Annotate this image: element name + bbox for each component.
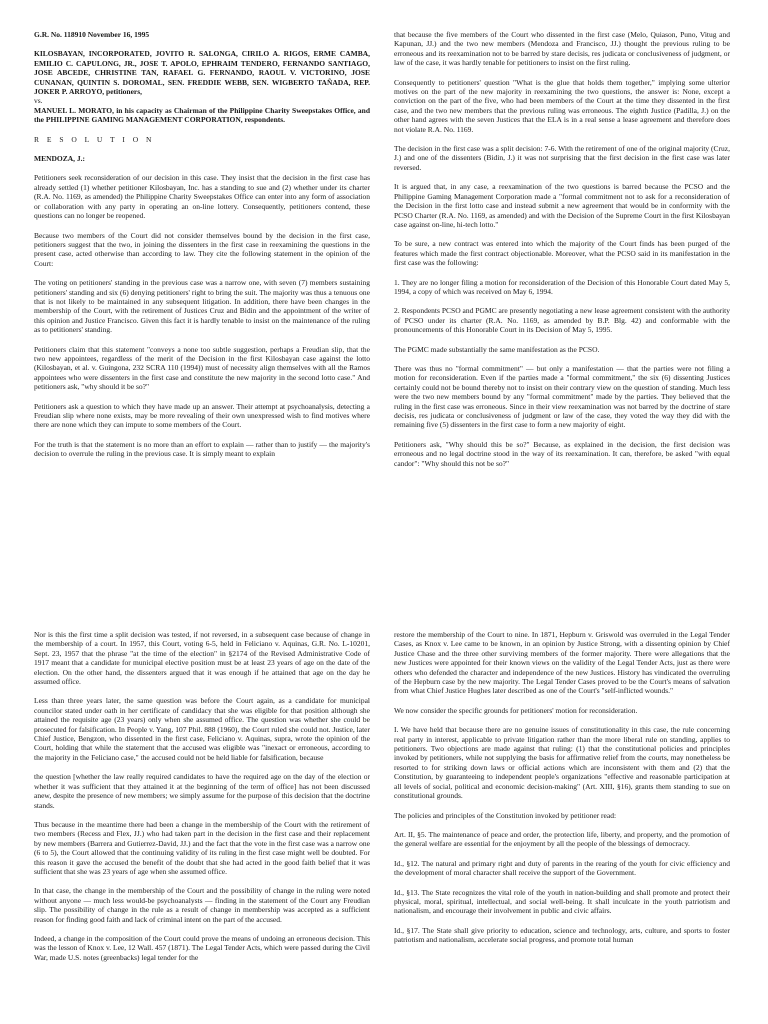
top-right-column — [394, 30, 730, 478]
quoted-paragraph: Id., §13. The State recognizes the vital role of the youth in nation-building and shall promote and protect their physical, moral, spiritual, intellectual, and social well-being. It shall inculcate in the youth patriotism and nationalism, and encourage their involvement in public and civic affairs. — [394, 887, 730, 916]
bottom-right-column — [394, 630, 730, 955]
quoted-paragraph: Id., §12. The natural and primary right and duty of parents in the rearing of the youth for civic efficiency and the development of moral character shall receive the support of the Government. — [394, 858, 730, 878]
paragraph: The PGMC made substantially the same manifestation as the PCSO. — [394, 344, 600, 354]
paragraph: Because two members of the Court did not consider themselves bound by the decision in the first case, petitioners suggest that the two, in joining the dissenters in the first case in reexamining the questions in the present case, acted otherwise than according to law. They cite the following statement in the opinion of the Court: — [34, 230, 370, 268]
paragraph: We now consider the specific grounds for petitioners' motion for reconsideration. — [394, 705, 638, 715]
respondents-block: MANUEL L. MORATO, in his capacity as Chairman of the Philippine Charity Sweepstakes Office, and the PHILIPPINE GAMING MANAGEMENT CORPORATION, respondents. — [34, 105, 370, 125]
quoted-paragraph: Art. II, §5. The maintenance of peace and order, the protection life, liberty, and property, and the promotion of the general welfare are essential for the enjoyment by all the people of the blessings of democracy. — [394, 829, 730, 849]
paragraph: The policies and principles of the Constitution invoked by petitioner read: — [394, 810, 617, 820]
paragraph: Petitioners claim that this statement "conveys a none too subtle suggestion, perhaps a Freudian slip, that the two new appointees, regardless of the merit of the Decision in the first Kilosbayan case against the lotto (Kilosbayan, et al. v. Guingona, 232 SCRA 110 (1994)) must of necessity align themselves with all the Ramos appointees who were dissenters in the first case and constitute the new majority in the second lotto case." And petitioners ask, "why should it be so?" — [34, 344, 370, 392]
quoted-paragraph: 2. Respondents PCSO and PGMC are presently negotiating a new lease agreement consistent with the authority of PCSO under its charter (R.A. No. 1169, as amended by B.P. Blg. 42) and conformable with the pronouncements of this Honorable Court in its Decision of May 5, 1995. — [394, 306, 730, 335]
paragraph: Less than three years later, the same question was before the Court again, as a candidate for municipal councilor stated under oath in her certificate of candidacy that she was eligible for that position although she attained the requisite age (23 years) only when she assumed office. The question was whether she could be prosecuted for falsification. In People v. Yang, 107 Phil. 888 (1960), the Court ruled she could not. Justice, later Chief Justice, Bengzon, who dissented in the first case, Feliciano v. Aquinas, supra, wrote the opinion of the Court, holding that while the statement that the accused was eligible was "inexact or erroneous, according to the majority in the Feliciano case," the accused could not be held liable for falsification, because — [34, 696, 370, 762]
quoted-paragraph: the question [whether the law really required candidates to have the required age on the day of the election or whether it was sufficient that they attained it at the beginning of the term of office] has not been discussed anew, despite the presence of new members; we simply assume for the purpose of this decision that the doctrine stands. — [34, 772, 370, 810]
paragraph: restore the membership of the Court to nine. In 1871, Hepburn v. Griswold was overruled in the Legal Tender Cases, as Knox v. Lee came to be known, in an opinion by Justice Strong, with a dissenting opinion by Chief Justice Chase and the three other surviving members of the former majority. There were allegations that the new Justices were appointed for their known views on the validity of the Legal Tender Acts, just as there were others who defended the character and independence of the new Justices. History has vindicated the overruling of the Hepburn case by the new majority. The Legal Tender Cases proved to be the Court's means of salvation from what Chief Justice Hughes later described as one of the Court's "self-inflicted wounds." — [394, 630, 730, 696]
paragraph: To be sure, a new contract was entered into which the majority of the Court finds has been purged of the features which made the first contract objectionable. Moreover, what the PCSO said in its manifestation in the first case was the following: — [394, 239, 730, 268]
quoted-paragraph: The voting on petitioners' standing in the previous case was a narrow one, with seven (7) members sustaining petitioners' standing and six (6) denying petitioners' right to bring the suit. The majority was thus a tenuous one that is not likely to be maintained in any subsequent litigation. In addition, there have been changes in the membership of the Court, with the retirement of Justices Cruz and Bidin and the appointment of the writer of this opinion and Justice Francisco. Given this fact it is hardly tenable to insist on the maintenance of the ruling as to petitioners' standing. — [34, 278, 370, 335]
quoted-paragraph: Id., §17. The State shall give priority to education, science and technology, arts, culture, and sports to foster patriotism and nationalism, accelerate social progress, and promote total human — [394, 925, 730, 945]
paragraph: Petitioners seek reconsideration of our decision in this case. They insist that the decision in the first case has already settled (1) whether petitioner Kilosbayan, Inc. has a standing to sue and (2) whether under its charter (R.A. No. 1169, as amended) the Philippine Charity Sweepstakes Office can enter into any form of association or collaboration with any party in operating an on-line lottery. Consequently, petitioners contend, these questions can no longer be reopened. — [34, 173, 370, 221]
paragraph: It is argued that, in any case, a reexamination of the two questions is barred because the PCSO and the Philippine Gaming Management Corporation made a "formal commitment not to ask for a reconsideration of the Decision in the first lotto case and instead submit a new agreement that would be in conformity with the PCSO Charter (R.A. No. 1169, as amended) and with the Decision of the Supreme Court in the first Kilosbayan case against on-line, hi-tech lotto." — [394, 182, 730, 229]
bottom-left-column — [34, 630, 370, 972]
versus-label: vs. — [34, 96, 43, 106]
paragraph: For the truth is that the statement is no more than an effort to explain — rather than to justify — the majority's decision to overrule the ruling in the previous case. It is simply meant to explain — [34, 439, 370, 459]
paragraph: Petitioners ask a question to which they have made up an answer. Their attempt at psychoanalysis, detecting a Freudian slip where none exists, may be more revealing of their own unexpressed wish to find motives where there are none which they can impute to some members of the Court. — [34, 401, 370, 430]
paragraph: Indeed, a change in the composition of the Court could prove the means of undoing an erroneous decision. This was the lesson of Knox v. Lee, 12 Wall. 457 (1871). The Legal Tender Acts, which were passed during the Civil War, made U.S. notes (greenbacks) legal tender for the — [34, 933, 370, 962]
case-number: G.R. No. 118910 November 16, 1995 — [34, 30, 150, 39]
paragraph: The decision in the first case was a split decision: 7-6. With the retirement of one of the original majority (Cruz, J.) and one of the dissenters (Bidin, J.) it was not surprising that the first decision in the first case was later reversed. — [394, 144, 730, 172]
paragraph: Thus because in the meantime there had been a change in the membership of the Court with the retirement of two members (Recess and Flex, JJ.) who had taken part in the decision in the first case and their replacement by new members (Barrera and Gutierrez-David, JJ.) and the fact that the vote in the first case was a narrow one (6 to 5), the Court allowed that the continuing validity of its ruling in the first case might well be doubted. For this reason it gave the accused the benefit of the doubt that she had acted in the good faith belief that it was sufficient that she was 23 years of age when she assumed office. — [34, 819, 370, 876]
paragraph: There was thus no "formal commitment" — but only a manifestation — that the parties were not filing a motion for reconsideration. Even if the parties made a "formal commitment," the six (6) dissenting Justices certainly could not be bound thereby not to insist on their contrary view on the question of standing. Much less were the two new members bound by any "formal commitment" made by the parties. They believed that the ruling in the first case was erroneous. Since in their view reexamination was not barred by the doctrine of stare decisis, res judicata or conclusiveness of judgment or law of the case, they voted the way they did with the remaining five (5) dissenters in the first case to form a new majority of eight. — [394, 363, 730, 430]
paragraph: In that case, the change in the membership of the Court and the possibility of change in the ruling were noted without anyone — much less would-be psychoanalysts — finding in the statement of the Court any Freudian slip. The possibility of change in the rule as a result of change in membership was accepted as a sufficient reason for finding good faith and lack of criminal intent on the part of the accused. — [34, 886, 370, 924]
document-page-bottom — [0, 620, 768, 1024]
page-separator — [0, 596, 768, 620]
paragraph: that because the five members of the Court who dissented in the first case (Melo, Quiason, Puno, Vitug and Kapunan, JJ.) and the two new members (Mendoza and Francisco, JJ.) thought the previous ruling to be erroneous and its reexamination not to be barred by stare decisis, res judicata or conclusiveness of judgment, or law of the case, it was hardly tenable for petitioners to insist on the first ruling. — [394, 30, 730, 68]
top-left-column — [34, 30, 370, 469]
quoted-paragraph: 1. They are no longer filing a motion for reconsideration of the Decision of this Honorable Court dated May 5, 1994, a copy of which was received on May 6, 1994. — [394, 277, 730, 296]
resolution-heading: R E S O L U T I O N — [34, 134, 155, 144]
petitioners-block: KILOSBAYAN, INCORPORATED, JOVITO R. SALONGA, CIRILO A. RIGOS, ERME CAMBA, EMILIO C. CAPULONG, JR., JOSE T. APOLO, EPHRAIM TENDERO, FERNANDO SANTIAGO, JOSE ABCEDE, CHRISTINE TAN, RAFAEL G. FERNANDO, RAOUL V. VICTORINO, JOSE CUNANAN, QUINTIN S. DOROMAL, SEN. FREDDIE WEBB, SEN. WIGBERTO TAÑADA, REP. JOKER P. ARROYO, petitioners, — [34, 49, 370, 97]
paragraph: Petitioners ask, "Why should this be so?" Because, as explained in the decision, the first decision was erroneous and no legal doctrine stood in the way of its reexamination. It can, therefore, be asked "with equal candor": "Why should this not be so?" — [394, 439, 730, 468]
paragraph: Consequently to petitioners' question "What is the glue that holds them together," implying some ulterior motives on the part of the new majority in reexamining the two questions, the answer is: None, except a conviction on the part of the five, who had been members of the Court at the time they dissented in the first case, and the two new members that the previous ruling was erroneous. The eighth Justice (Padilla, J.) on the other hand agrees with the seven Justices that the ELA is in a real sense a lease agreement and therefore does not violate R.A. No. 1169. — [394, 77, 730, 134]
ponente: MENDOZA, J.: — [34, 154, 86, 164]
paragraph: Nor is this the first time a split decision was tested, if not reversed, in a subsequent case because of change in the membership of a court. In 1957, this Court, voting 6-5, held in Feliciano v. Aquinas, G.R. No. L-10201, Sept. 23, 1957 that the phrase "at the time of the election" in §2174 of the Revised Administrative Code of 1917 meant that a candidate for municipal elective position must be at least 23 years of age on the date of the election. On the other hand, the dissenters argued that it was enough if he attained that age on the day he assumed office. — [34, 630, 370, 687]
paragraph: I. We have held that because there are no genuine issues of constitutionality in this case, the rule concerning real party in interest, applicable to private litigation rather than the more liberal rule on standing, applies to petitioners. Two objections are made against that ruling: (1) that the constitutional policies and principles invoked by petitioners, while not supplying the basis for affirmative relief from the courts, may nonetheless be resorted to for striking down laws or official actions which are inconsistent with them and (2) that the Constitution, by guaranteeing to independent people's organizations "effective and reasonable participation at all levels of social, political and economic decision-making" (Art. XIII, §16), grants them standing to sue on constitutional grounds. — [394, 725, 730, 801]
